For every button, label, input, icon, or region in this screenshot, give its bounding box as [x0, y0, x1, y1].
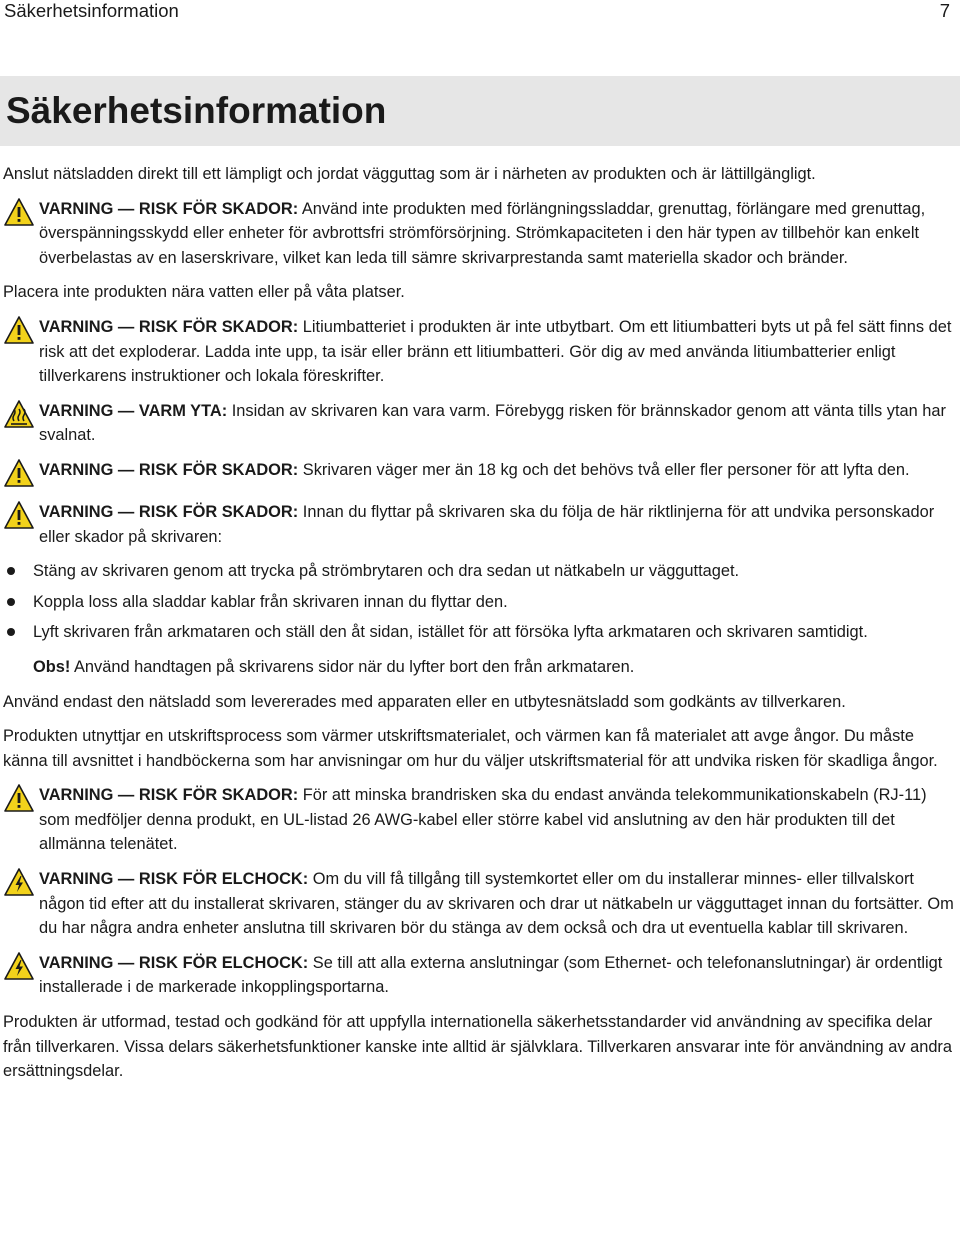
warning-electric-shock-connections — [3, 951, 955, 1000]
note-label: Obs! — [33, 657, 71, 676]
warning-label: VARNING — RISK FÖR SKADOR: — [39, 317, 299, 336]
warning-telecom-cable — [3, 783, 955, 857]
list-item: Lyft skrivaren från arkmataren och ställ den åt sidan, istället för att försöka lyfta arkmataren och skrivaren samtidigt. — [3, 620, 955, 645]
warning-hot-surface — [3, 399, 955, 448]
hot-surface-icon — [3, 399, 39, 431]
bullet-icon — [7, 598, 15, 606]
title-band — [0, 76, 960, 146]
paragraph-power-outlet: Anslut nätsladden direkt till ett lämpligt och jordat vägguttag som är i närheten av produkten och är lättillgängligt. — [3, 165, 816, 183]
page-number: 7 — [939, 0, 950, 21]
page-title: Säkerhetsinformation — [6, 90, 387, 131]
warning-triangle-icon — [3, 315, 39, 347]
warning-triangle-icon — [3, 197, 39, 229]
warning-moving-printer — [3, 500, 955, 549]
bullet-icon — [7, 567, 15, 575]
warning-electric-shock-system-board — [3, 867, 955, 941]
warning-label: VARNING — RISK FÖR ELCHOCK: — [39, 870, 309, 889]
warning-triangle-icon — [3, 783, 39, 815]
warning-text: För att minska brandrisken ska du endast använda telekommunikationskabeln (RJ-11) som medföljer denna produkt, en UL-listad 26 AWG-kabel eller större kabel vid anslutning av den här produkten till det allmänna telenätet. — [39, 786, 927, 854]
paragraph-power-cord: Använd endast den nätsladd som levererades med apparaten eller en utbytesnätsladd som godkänts av tillverkaren. — [3, 692, 846, 711]
warning-text: Använd inte produkten med förlängningssladdar, grenuttag, förlängare med grenuttag, överspänningsskydd eller enheter för avbrottsfri strömförsörjning. Strömkapaciteten i den här typen av tillbehör kan enkelt överbelastas av en laserskrivare, vilket kan leda till sämre skrivarprestanda samt materiella skador och bränder. — [39, 199, 926, 267]
warning-label: VARNING — RISK FÖR SKADOR: — [39, 786, 299, 805]
bullet-icon — [7, 628, 15, 636]
electric-shock-icon — [3, 867, 39, 899]
warning-text: Skrivaren väger mer än 18 kg och det behövs två eller fler personer för att lyfta den. — [298, 460, 910, 479]
paragraph-fumes: Produkten utnyttjar en utskriftsprocess som värmer utskriftsmaterialet, och värmen kan få materialet att avge ångor. Du måste känna till avsnittet i handböckerna som har anvisningar om hur du väljer utskriftsmaterial för att undvika risken för skadliga ångor. — [3, 727, 938, 770]
warning-lithium-battery — [3, 315, 955, 389]
warning-text: Innan du flyttar på skrivaren ska du följa de här riktlinjerna för att undvika personskador eller skador på skrivaren: — [39, 502, 935, 546]
note-text: Använd handtagen på skrivarens sidor när du lyfter bort den från arkmataren. — [70, 657, 635, 676]
warning-label: VARNING — RISK FÖR ELCHOCK: — [39, 953, 309, 972]
note — [3, 655, 955, 680]
warning-label: VARNING — RISK FÖR SKADOR: — [39, 199, 299, 218]
warning-extension-cords — [3, 197, 955, 271]
moving-guidelines-list — [3, 559, 955, 645]
paragraph-water: Placera inte produkten nära vatten eller på våta platser. — [3, 283, 405, 302]
warning-text: Insidan av skrivaren kan vara varm. Förebygg risken för brännskador genom att vänta tills ytan har svalnat. — [39, 401, 946, 445]
document-body — [3, 162, 955, 1094]
warning-triangle-icon — [3, 500, 39, 532]
warning-label: VARNING — VARM YTA: — [39, 401, 228, 420]
list-item: Stäng av skrivaren genom att trycka på strömbrytaren och dra sedan ut nätkabeln ur vägguttaget. — [3, 559, 955, 584]
warning-text: Om du vill få tillgång till systemkortet eller om du installerar minnes- eller tillvalskort någon tid efter att du installerat skrivaren, stänger du av skrivaren och drar ut nätkabeln ur vägguttaget innan du fortsätter. Om du har några andra enheter anslutna till skrivaren bör du stänga av dem också och dra ut eventuella kablar till skrivaren. — [39, 870, 954, 938]
warning-label: VARNING — RISK FÖR SKADOR: — [39, 460, 299, 479]
warning-text: Se till att alla externa anslutningar (som Ethernet- och telefonanslutningar) är ordentligt installerade i de markerade inkopplingsportarna. — [39, 953, 943, 997]
page-header — [0, 0, 960, 22]
warning-text: Litiumbatteriet i produkten är inte utbytbart. Om ett litiumbatteri byts ut på fel sätt finns det risk att det exploderar. Ladda inte upp, ta isär eller bränn ett litiumbatteri. Gör dig av med använda litiumbatterier enligt tillverkarens instruktioner och lokala föreskrifter. — [39, 317, 952, 386]
warning-triangle-icon — [3, 458, 39, 490]
electric-shock-icon — [3, 951, 39, 983]
warning-weight — [3, 458, 955, 490]
paragraph-safety-standards: Produkten är utformad, testad och godkänd för att uppfylla internationella säkerhetsstandarder vid användning av specifika delar från tillverkaren. Vissa delars säkerhetsfunktioner kanske inte alltid är självklara. Tillverkaren ansvarar inte för användning av andra ersättningsdelar. — [3, 1013, 953, 1081]
warning-label: VARNING — RISK FÖR SKADOR: — [39, 502, 299, 521]
list-item: Koppla loss alla sladdar kablar från skrivaren innan du flyttar den. — [3, 590, 955, 615]
header-section-title: Säkerhetsinformation — [4, 0, 179, 21]
